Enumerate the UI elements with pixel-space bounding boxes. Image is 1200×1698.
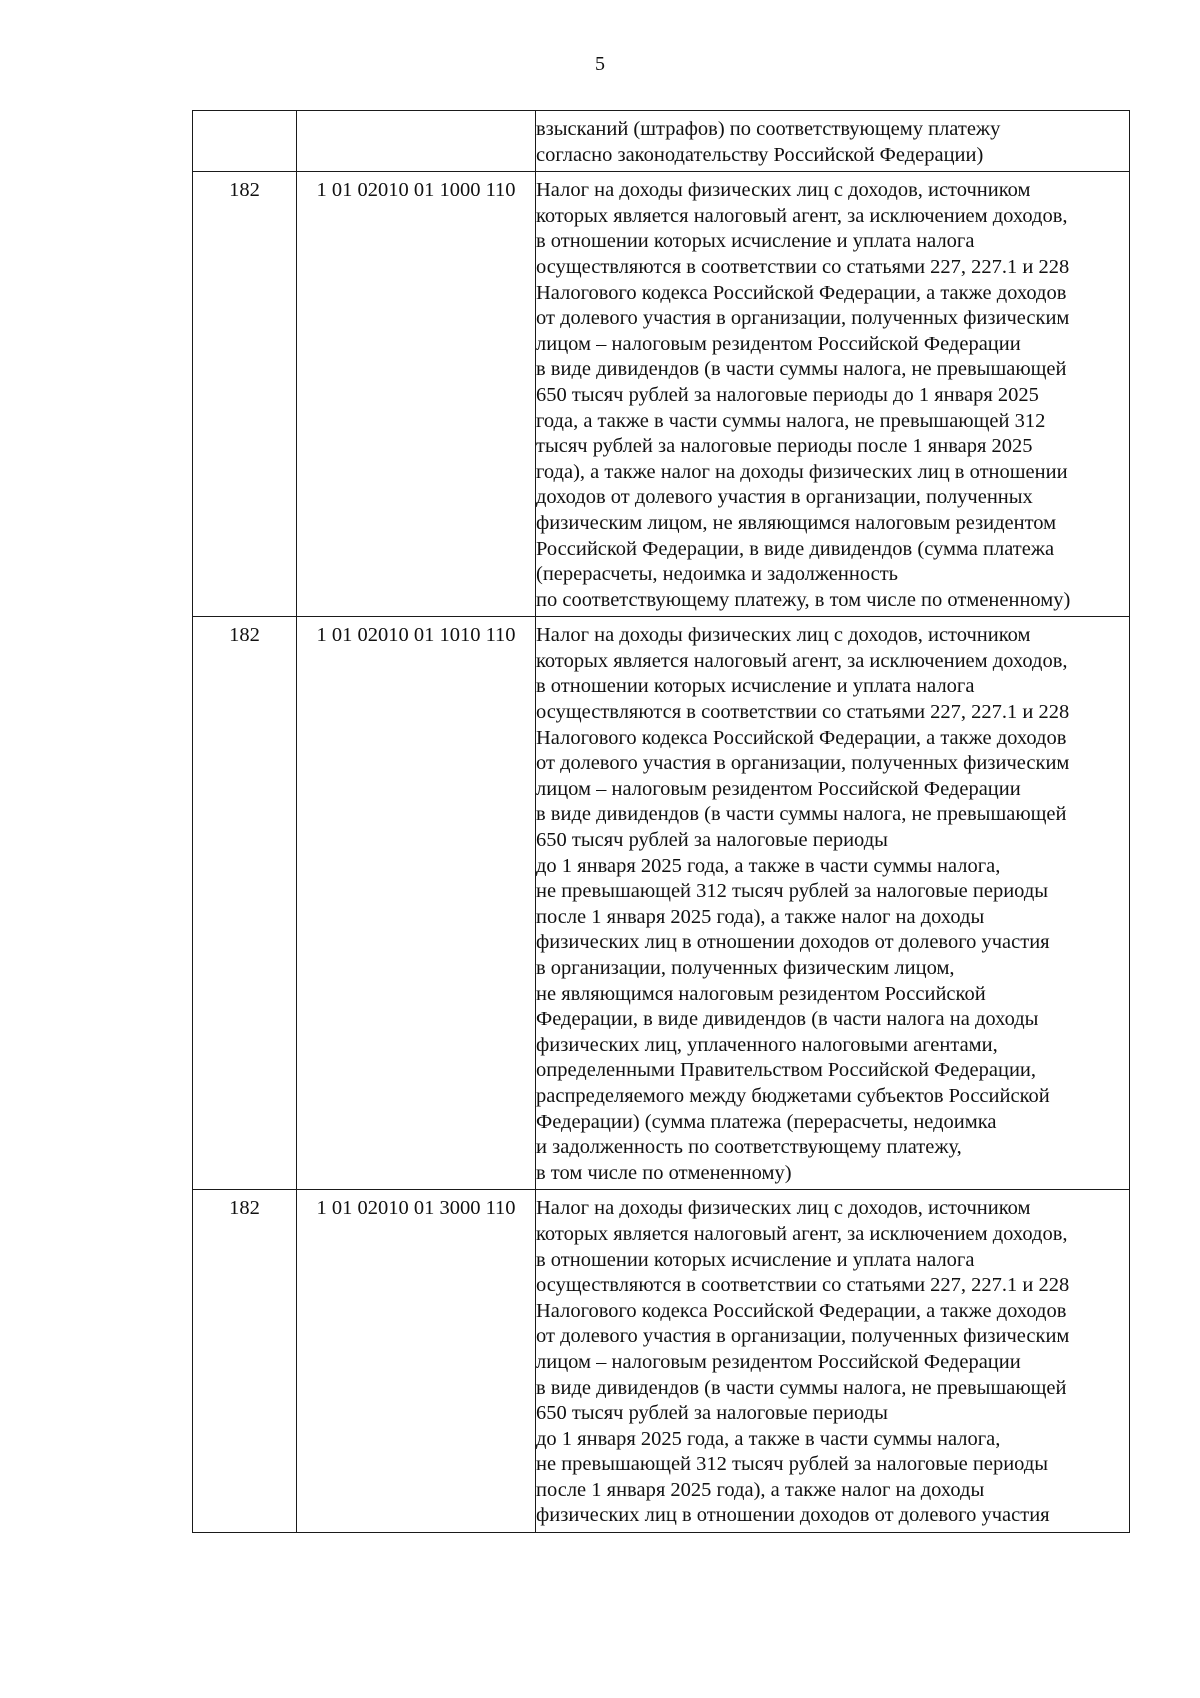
description-line: Налог на доходы физических лиц с доходов, источником xyxy=(536,179,1031,202)
budget-code-cell: 1 01 02010 01 1000 110 xyxy=(297,172,536,617)
description-line: от долевого участия в организации, полученных физическим xyxy=(536,752,1070,775)
description-line: года, а также в части суммы налога, не превышающей 312 xyxy=(536,409,1046,432)
description-line: года), а также налог на доходы физических лиц в отношении xyxy=(536,460,1068,483)
description-line: до 1 января 2025 года, а также в части суммы налога, xyxy=(536,1427,1001,1450)
description-line: и задолженность по соответствующему платежу, xyxy=(536,1136,962,1159)
description-line: Налогового кодекса Российской Федерации, а также доходов xyxy=(536,281,1067,304)
description-line: лицом – налоговым резидентом Российской Федерации xyxy=(536,1350,1021,1373)
budget-code-cell: 1 01 02010 01 1010 110 xyxy=(297,617,536,1190)
description-line: по соответствующему платежу, в том числе по отмененному) xyxy=(536,588,1071,611)
description-line: физических лиц в отношении доходов от долевого участия xyxy=(536,931,1050,954)
description-line: Федерации) (сумма платежа (перерасчеты, недоимка xyxy=(536,1110,997,1133)
description-line: Российской Федерации, в виде дивидендов (сумма платежа xyxy=(536,537,1055,560)
description-line: не превышающей 312 тысяч рублей за налоговые периоды xyxy=(536,1453,1049,1476)
description-line: в том числе по отмененному) xyxy=(536,1161,792,1184)
description-line: 650 тысяч рублей за налоговые периоды до 1 января 2025 xyxy=(536,383,1039,406)
budget-code-table xyxy=(192,110,1130,1533)
description-line: физических лиц, уплаченного налоговыми агентами, xyxy=(536,1033,998,1056)
description-line: в виде дивидендов (в части суммы налога, не превышающей xyxy=(536,1376,1067,1399)
description-line: лицом – налоговым резидентом Российской Федерации xyxy=(536,332,1021,355)
description-line: физическим лицом, не являющимся налоговым резидентом xyxy=(536,511,1057,534)
description-line: после 1 января 2025 года), а также налог на доходы xyxy=(536,905,985,928)
admin-code-cell xyxy=(193,111,297,172)
description-line: физических лиц в отношении доходов от долевого участия xyxy=(536,1504,1050,1527)
description-line: распределяемого между бюджетами субъектов Российской xyxy=(536,1084,1050,1107)
table-row xyxy=(193,172,1130,617)
description-line: в организации, полученных физическим лицом, xyxy=(536,957,955,979)
description-line: тысяч рублей за налоговые периоды после 1 января 2025 xyxy=(536,435,1033,458)
description-line: Налогового кодекса Российской Федерации, а также доходов xyxy=(536,1299,1067,1322)
budget-code-cell xyxy=(297,111,536,172)
budget-code-cell: 1 01 02010 01 3000 110 xyxy=(297,1190,536,1533)
description-line: Налогового кодекса Российской Федерации, а также доходов xyxy=(536,726,1067,749)
description-line: Налог на доходы физических лиц с доходов, источником xyxy=(536,624,1031,647)
description-line: не являющимся налоговым резидентом Российской xyxy=(536,982,986,1005)
admin-code-cell: 182 xyxy=(193,1190,297,1533)
description-line: в отношении которых исчисление и уплата налога xyxy=(536,1248,975,1271)
description-line: от долевого участия в организации, полученных физическим xyxy=(536,307,1070,330)
table-row xyxy=(193,1190,1130,1533)
description-cell xyxy=(536,111,1130,172)
description-line: от долевого участия в организации, полученных физическим xyxy=(536,1325,1070,1348)
description-cell xyxy=(536,172,1130,617)
page-number: 5 xyxy=(595,53,605,75)
description-line: согласно законодательству Российской Федерации) xyxy=(536,143,984,166)
description-line: которых является налоговый агент, за исключением доходов, xyxy=(536,649,1068,672)
description-line: осуществляются в соответствии со статьями 227, 227.1 и 228 xyxy=(536,255,1070,278)
description-line: в виде дивидендов (в части суммы налога, не превышающей xyxy=(536,358,1067,381)
description-line: Федерации, в виде дивидендов (в части налога на доходы xyxy=(536,1008,1039,1031)
description-line: которых является налоговый агент, за исключением доходов, xyxy=(536,1222,1068,1245)
description-line: определенными Правительством Российской Федерации, xyxy=(536,1059,1037,1082)
description-line: в виде дивидендов (в части суммы налога, не превышающей xyxy=(536,803,1067,826)
description-line: взысканий (штрафов) по соответствующему платежу xyxy=(536,118,1001,140)
table-row xyxy=(193,617,1130,1190)
description-line: осуществляются в соответствии со статьями 227, 227.1 и 228 xyxy=(536,1274,1070,1297)
description-line: (перерасчеты, недоимка и задолженность xyxy=(536,563,899,586)
admin-code-cell: 182 xyxy=(193,172,297,617)
description-line: до 1 января 2025 года, а также в части суммы налога, xyxy=(536,854,1001,877)
description-line: которых является налоговый агент, за исключением доходов, xyxy=(536,204,1068,227)
description-line: в отношении которых исчисление и уплата налога xyxy=(536,230,975,253)
description-line: 650 тысяч рублей за налоговые периоды xyxy=(536,1402,888,1425)
description-line: доходов от долевого участия в организации, полученных xyxy=(536,486,1033,509)
description-line: Налог на доходы физических лиц с доходов, источником xyxy=(536,1197,1031,1220)
description-cell xyxy=(536,1190,1130,1533)
description-line: в отношении которых исчисление и уплата налога xyxy=(536,675,975,698)
description-line: лицом – налоговым резидентом Российской Федерации xyxy=(536,777,1021,800)
description-cell xyxy=(536,617,1130,1190)
admin-code-cell: 182 xyxy=(193,617,297,1190)
description-line: 650 тысяч рублей за налоговые периоды xyxy=(536,829,888,852)
description-line: не превышающей 312 тысяч рублей за налоговые периоды xyxy=(536,880,1049,903)
description-line: осуществляются в соответствии со статьями 227, 227.1 и 228 xyxy=(536,701,1070,724)
description-line: после 1 января 2025 года), а также налог на доходы xyxy=(536,1478,985,1501)
table-row xyxy=(193,111,1130,172)
